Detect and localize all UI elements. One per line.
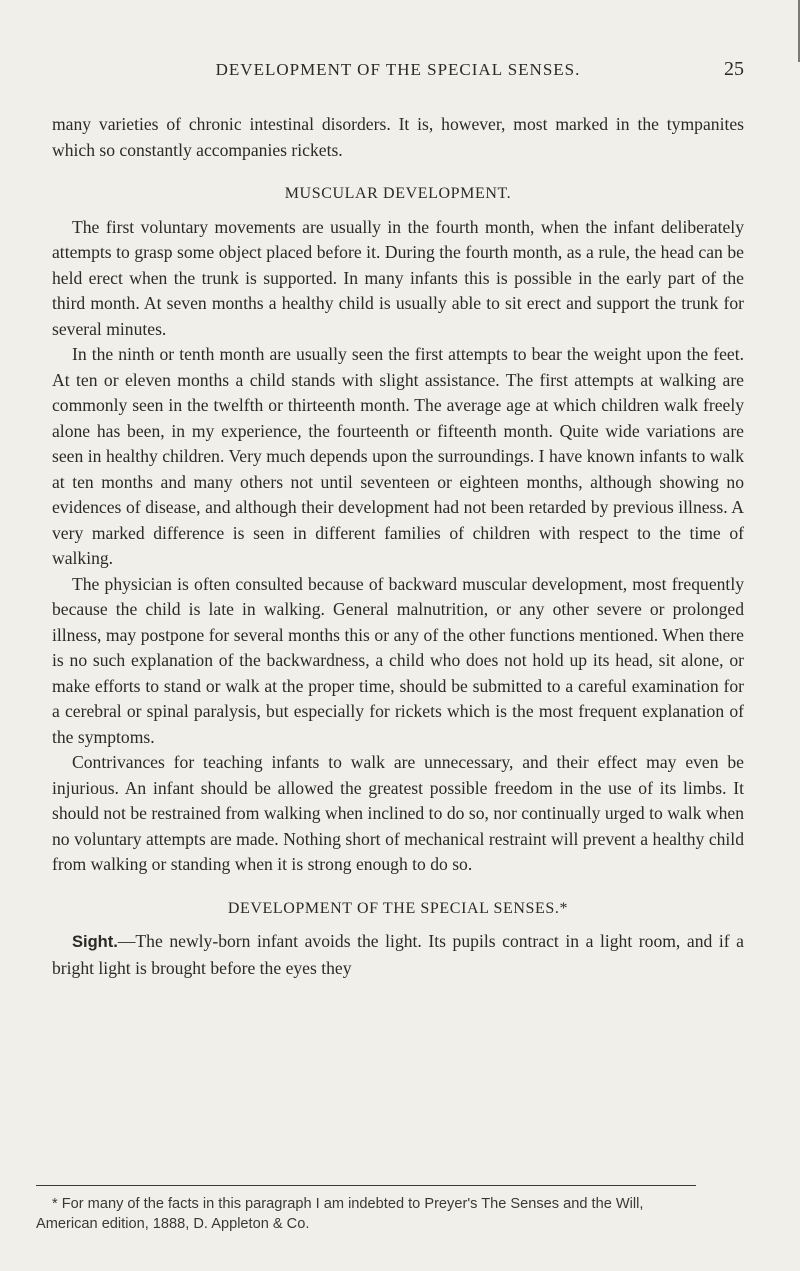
section-heading-special-senses: DEVELOPMENT OF THE SPECIAL SENSES.*: [227, 899, 569, 917]
running-head: DEVELOPMENT OF THE SPECIAL SENSES.: [215, 60, 581, 79]
paragraph-sight: [52, 929, 744, 981]
paragraph-continued: many varieties of chronic intestinal disorders. It is, however, most marked in the tympanites which so constantly accompanies rickets.: [52, 114, 744, 160]
footnote: * For many of the facts in this paragraph I am indebted to Preyer's The Senses and the Will, American edition, 1888, D. Appleton & Co.: [36, 1196, 644, 1232]
paragraph: The physician is often consulted because of backward muscular development, most frequently because the child is late in walking. General malnutrition, or any other severe or prolonged illness, may postpone for several months this or any of the other functions mentioned. When there is no such explanation of the backwardness, a child who does not hold up its head, sit alone, or make efforts to stand or walk at the proper time, should be submitted to a careful examination for a cerebral or spinal paralysis, but especially for rickets which is the most frequent explanation of the symptoms.: [52, 573, 744, 747]
paragraph-sight-text: —The newly-born infant avoids the light. Its pupils contract in a light room, and if a bright light is brought before the eyes they: [52, 931, 744, 978]
paragraph: Contrivances for teaching infants to walk are unnecessary, and their effect may even be injurious. An infant should be allowed the greatest possible freedom in the use of its limbs. It should not be restrained from walking when inclined to do so, nor continually urged to walk when no voluntary attempts are made. Nothing short of mechanical restraint will prevent a healthy child from walking or standing when it is strong enough to do so.: [52, 752, 744, 874]
body-text: [52, 112, 744, 981]
page-number: 25: [724, 58, 744, 80]
paragraph: The first voluntary movements are usually in the fourth month, when the infant deliberately attempts to grasp some object placed before it. During the fourth month, as a rule, the head can be held erect when the trunk is supported. In many infants this is possible in the early part of the third month. At seven months a healthy child is usually able to sit erect and support the trunk for several minutes.: [52, 216, 744, 339]
footnote-rule: [36, 1185, 696, 1186]
section-heading-muscular: MUSCULAR DEVELOPMENT.: [284, 185, 512, 202]
paragraph: In the ninth or tenth month are usually seen the first attempts to bear the weight upon the feet. At ten or eleven months a child stands with slight assistance. The first attempts at walking are commonly seen in the twelfth or thirteenth month. The average age at which children walk freely alone has been, in my experience, the fourteenth or fifteenth month. Quite wide variations are seen in healthy children. Very much depends upon the surroundings. I have known infants to walk at ten months and many others not until seventeen or eighteen months, although showing no evidences of disease, and although their development had not been retarded by previous illness. A very marked difference is seen in different families of children with respect to the time of walking.: [52, 344, 744, 568]
run-in-heading-sight: Sight.: [72, 933, 118, 951]
